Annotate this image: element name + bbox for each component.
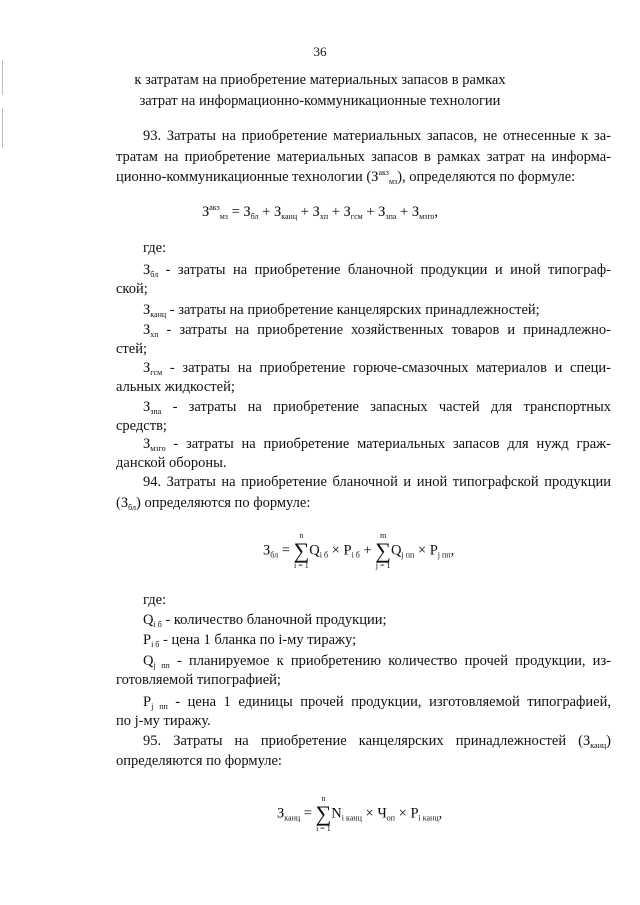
p94-line-1: 94. Затраты на приобретение бланочной и иной типографской продукции [143, 474, 611, 490]
def-spare-parts-cont: средств; [116, 418, 167, 434]
formula-stationery: $З_{канц}$ = n ∑ i = 1 $N_{i канц} \times Ч_{оп} \times P_{i канц}$, [277, 794, 443, 833]
where-label: где: [143, 240, 167, 256]
def-stationery: $З_{канц}$ - затраты на приобретение канцелярских принадлежностей; [143, 302, 540, 319]
def-fuel-lubricants-cont: альных жидкостей; [116, 379, 235, 395]
def-other-price: $P_{j пп}$ - цена 1 единицы прочей продукции, изготовляемой типографией, [143, 694, 612, 711]
def-fuel-lubricants: $З_{гсм}$ - затраты на приобретение горюче-смазочных материалов и специ- [143, 360, 612, 377]
def-blank-products-cont: ской; [116, 281, 148, 297]
formula-total-materials: $З^{акз}_{мз} = З_{бл} + З_{канц} + З_{хп} + З_{гсм} + З_{зпа} + З_{мзго}$, [201, 203, 439, 221]
section-heading-line-1: к затратам на приобретение материальных запасов в рамках [134, 72, 506, 88]
def-spare-parts: $З_{зпа}$ - затраты на приобретение запасных частей для транспортных [143, 399, 611, 416]
p93-line-1: 93. Затраты на приобретение материальных запасов, не отнесенные к за- [143, 128, 611, 144]
sum-symbol-2: m ∑ j = 1 [375, 531, 391, 570]
p95-line-1: 95. Затраты на приобретение канцелярских принадлежностей $(З_{канц})$ [143, 733, 611, 750]
formula-blank-products: $З_{бл}$ = n ∑ i = 1 $Q_{i б} \times P_{i б}$ + m ∑ j = 1 $Q_{j пп} \times P_{j пп}$, [263, 531, 455, 570]
def-household-goods-cont: стей; [116, 341, 147, 357]
sum-symbol-3: n ∑ i = 1 [315, 794, 332, 833]
def-other-price-cont: по j-му тиражу. [116, 713, 211, 729]
def-blank-price: $P_{i б}$ - цена 1 бланка по i-му тиражу; [143, 632, 357, 649]
p93-line-2: тратам на приобретение материальных запасов в рамках затрат на информа- [116, 149, 611, 165]
section-heading-line-2: затрат на информационно-коммуникационные технологии [139, 93, 501, 109]
def-other-quantity: $Q_{j пп}$ - планируемое к приобретению количество прочей продукции, из- [143, 653, 612, 670]
scan-margin-line [2, 108, 3, 148]
sum-symbol-1: n ∑ i = 1 [293, 531, 310, 570]
def-blank-quantity: $Q_{i б}$ - количество бланочной продукции; [143, 612, 387, 629]
def-blank-products: $З_{бл}$ - затраты на приобретение бланочной продукции и иной типограф- [143, 262, 611, 279]
p95-line-2: определяются по формуле: [116, 753, 282, 769]
where-label-2: где: [143, 592, 167, 608]
def-household-goods: $З_{хп}$ - затраты на приобретение хозяйственных товаров и принадлежно- [143, 322, 611, 339]
def-civil-defense: $З_{мзго}$ - затраты на приобретение материальных запасов для нужд граж- [143, 436, 611, 453]
p93-line-3: ционно-коммуникационные технологии $(З^{акз}_{мз})$, определяются по формуле: [116, 168, 576, 186]
def-other-quantity-cont: готовляемой типографией; [116, 672, 281, 688]
p94-line-2: $(З_{бл})$ определяются по формуле: [116, 495, 311, 512]
def-civil-defense-cont: данской обороны. [116, 455, 227, 471]
page-number: 36 [313, 44, 327, 59]
